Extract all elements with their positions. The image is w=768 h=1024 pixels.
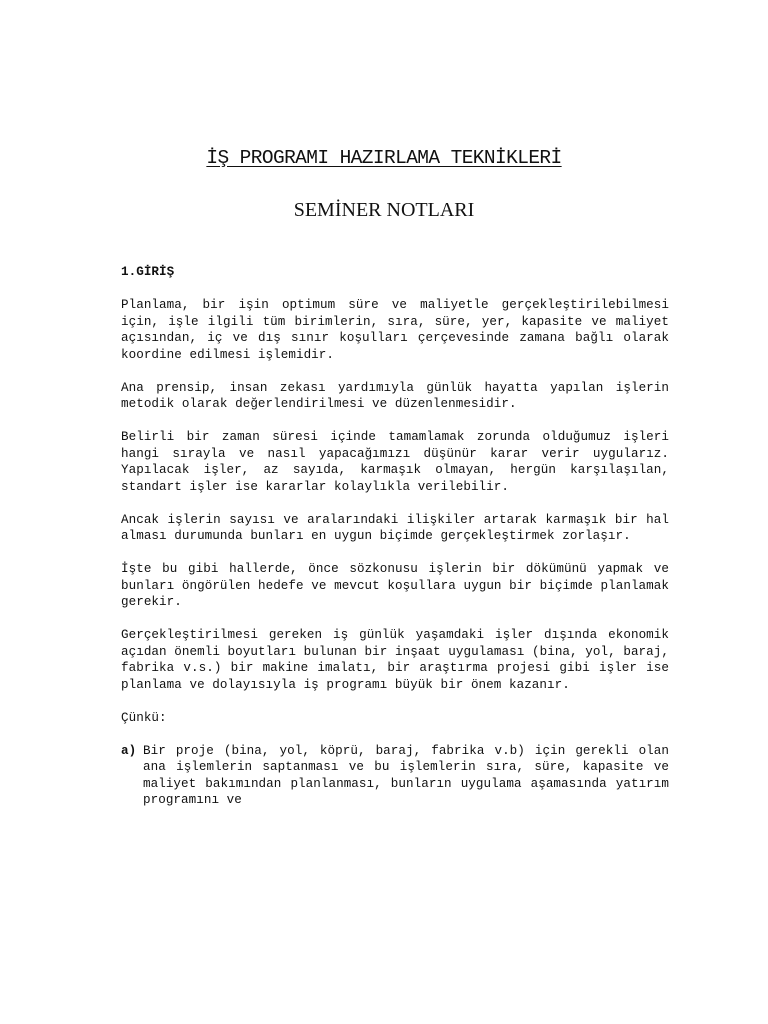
paragraph-1: Planlama, bir işin optimum süre ve maliyetle gerçekleştirilebilmesi için, işle ilgili tüm birimlerin, sıra, süre, yer, kapasite ve maliyet açısından, iç ve dış sınır koşulları çerçevesinde zamana bağlı olarak koordine edilmesi işlemidir. [121,298,669,362]
paragraph-4: Ancak işlerin sayısı ve aralarındaki ilişkiler artarak karmaşık bir hal alması durumunda bunları en uygun biçimde gerçekleştirmek zorlaşır. [121,512,669,543]
document-body [121,264,669,809]
paragraph-2: Ana prensip, insan zekası yardımıyla günlük hayatta yapılan işlerin metodik olarak değerlendirilmesi ve düzenlenmesidir. [121,380,669,411]
paragraph-6: Gerçekleştirilmesi gereken iş günlük yaşamdaki işler dışında ekonomik açıdan önemli boyutları bulunan bir inşaat uygulaması (bina, yol, baraj, fabrika v.s.) bir makine imalatı, bir araştırma projesi gibi işler ise planlama ve dolayısıyla iş programı büyük bir önem kazanır. [121,628,669,692]
paragraph-7: Çünkü: [121,710,167,725]
document-title: İŞ PROGRAMI HAZIRLAMA TEKNİKLERİ [206,147,562,169]
list-marker: a) [121,743,137,758]
paragraph-3: Belirli bir zaman süresi içinde tamamlamak zorunda olduğumuz işleri hangi sırayla ve nasıl yapacağımızı düşünür karar verir uygularız. Yapılacak işler, az sayıda, karmaşık olmayan, hergün karşılaşılan, standart işler ise kararlar kolaylıkla verilebilir. [121,430,669,494]
document-subtitle: SEMİNER NOTLARI [293,199,475,221]
paragraph-5: İşte bu gibi hallerde, önce sözkonusu işlerin bir dökümünü yapmak ve bunları öngörülen hedefe ve mevcut koşullara uygun bir biçimde planlamak gerekir. [121,562,669,609]
section-heading: 1.GİRİŞ [121,265,175,279]
list-item-a [121,743,669,809]
list-item-text: Bir proje (bina, yol, köprü, baraj, fabrika v.b) için gerekli olan ana işlemlerin saptanması ve bu işlemlerin sıra, süre, kapasite ve maliyet bakımından planlanması, bunların uygulama aşamasında yatırım programını ve [143,743,669,807]
